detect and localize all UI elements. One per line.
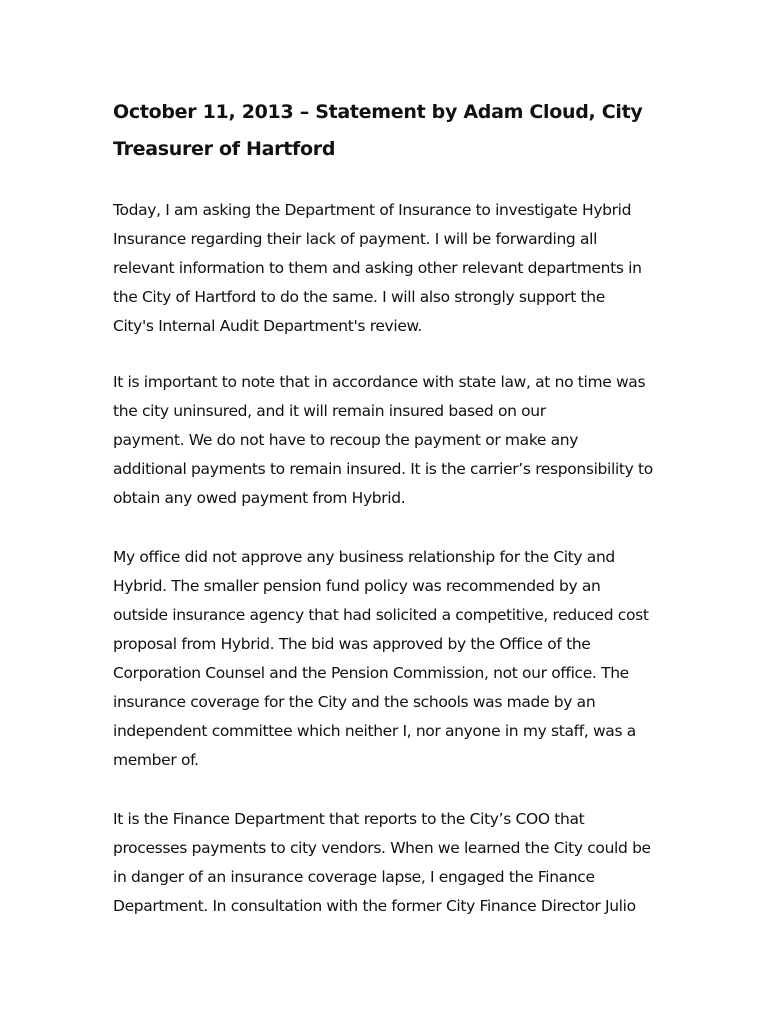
paragraph-line: Hybrid. The smaller pension fund policy was recommended by an <box>113 577 601 595</box>
paragraph-line: independent committee which neither I, nor anyone in my staff, was a <box>113 722 636 740</box>
statement-title <box>113 94 673 168</box>
paragraph-line: City's Internal Audit Department's review. <box>113 317 423 335</box>
paragraph-4 <box>113 805 673 921</box>
paragraph-line: the city uninsured, and it will remain insured based on our <box>113 402 546 420</box>
paragraph-line: payment. We do not have to recoup the payment or make any <box>113 431 579 449</box>
paragraph-1 <box>113 196 673 341</box>
paragraph-line: insurance coverage for the City and the schools was made by an <box>113 693 596 711</box>
paragraph-line: the City of Hartford to do the same. I will also strongly support the <box>113 288 605 306</box>
paragraph-line: member of. <box>113 751 199 769</box>
title-line-2: Treasurer of Hartford <box>113 138 336 160</box>
paragraph-line: It is the Finance Department that reports to the City’s COO that <box>113 810 585 828</box>
paragraph-line: proposal from Hybrid. The bid was approved by the Office of the <box>113 635 591 653</box>
paragraph-line: My office did not approve any business relationship for the City and <box>113 548 615 566</box>
paragraph-2 <box>113 368 673 513</box>
paragraph-line: additional payments to remain insured. It is the carrier’s responsibility to <box>113 460 653 478</box>
paragraph-line: processes payments to city vendors. When we learned the City could be <box>113 839 651 857</box>
paragraph-line: relevant information to them and asking other relevant departments in <box>113 259 642 277</box>
paragraph-line: Department. In consultation with the former City Finance Director Julio <box>113 897 636 915</box>
paragraph-3 <box>113 543 673 775</box>
paragraph-line: Insurance regarding their lack of payment. I will be forwarding all <box>113 230 598 248</box>
paragraph-line: in danger of an insurance coverage lapse, I engaged the Finance <box>113 868 595 886</box>
paragraph-line: Corporation Counsel and the Pension Commission, not our office. The <box>113 664 629 682</box>
paragraph-line: outside insurance agency that had solicited a competitive, reduced cost <box>113 606 649 624</box>
paragraph-line: It is important to note that in accordance with state law, at no time was <box>113 373 646 391</box>
paragraph-line: Today, I am asking the Department of Insurance to investigate Hybrid <box>113 201 632 219</box>
title-line-1: October 11, 2013 – Statement by Adam Cloud, City <box>113 101 643 123</box>
paragraph-line: obtain any owed payment from Hybrid. <box>113 489 406 507</box>
